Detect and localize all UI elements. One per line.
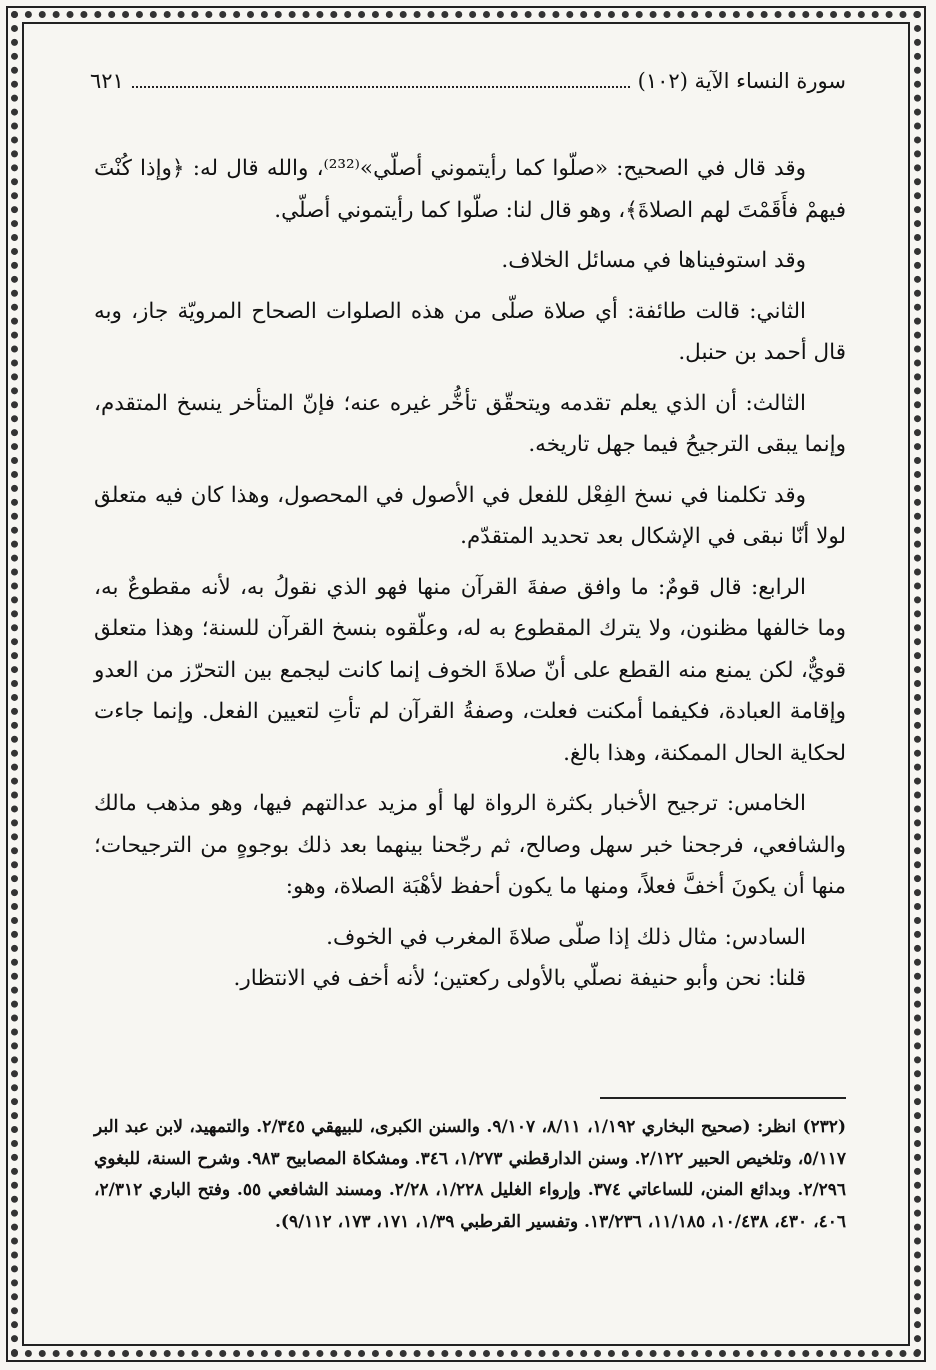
paragraph-third: الثالث: أن الذي يعلم تقدمه ويتحقّق تأخُّر غيره عنه؛ فإنّ المتأخر ينسخ المتقدم، وإنما يبقى الترجيحُ فيما جهل تاريخه. [94, 390, 846, 457]
main-text [94, 148, 846, 1000]
footnote: (٢٣٢) انظر: (صحيح البخاري ١/١٩٢، ٨/١١، ٩/١٠٧. والسنن الكبرى، للبيهقي ٢/٣٤٥. والتمهيد، لابن عبد البر ٥/١١٧، وتلخيص الحبير ٢/١٢٢. وسنن الدارقطني ١/٢٧٣، ٣٤٦. ومشكاة المصابيح ٩٨٣. وشرح السنة، للبغوي ٢/٢٩٦. وبدائع المنن، للساعاتي ٣٧٤. وإرواء الغليل ١/٢٢٨، ٢/٢٨. ومسند الشافعي ٥٥. وفتح الباري ٢/٣١٢، ٤٠٦، ٤٣٠، ١٠/٤٣٨، ١١/١٨٥، ١٣/٢٣٦. وتفسير القرطبي ١/٣٩، ١٧١، ١٧٣، ٩/١١٢). [94, 1117, 847, 1232]
running-header [90, 66, 846, 96]
paragraph-fourth: الرابع: قال قومٌ: ما وافق صفةَ القرآن منها فهو الذي نقولُ به، لأنه مقطوعٌ به، وما خالفها مظنون، ولا يترك المقطوع به له، وعلّقوه بنسخ القرآن للسنة؛ وهذا متعلق قويٌّ، لكن يمنع منه القطع على أنّ صلاةَ الخوف إنما كانت ليجمع بين التحرّز من العدو وإقامة العبادة، فكيفما أمكنت فعلت، وصفةُ القرآن لم تأتِ لتعيين الفعل. وإنما جاءت لحكاية الحال الممكنة، وهذا بالغ. [94, 574, 846, 766]
header-dot-leader [132, 86, 630, 88]
header-title: سورة النساء الآية (١٠٢) [637, 69, 846, 93]
footnote-separator [600, 1097, 846, 1099]
paragraph-second: الثاني: قالت طائفة: أي صلاة صلّى من هذه الصلوات الصحاح المرويّة جاز، وبه قال أحمد بن حنبل. [94, 298, 846, 365]
paragraph-qulna: قلنا: نحن وأبو حنيفة نصلّي بالأولى ركعتين؛ لأنه أخف في الانتظار. [233, 966, 806, 991]
page-number: ٦٢١ [90, 69, 124, 93]
paragraph-fifth: الخامس: ترجيح الأخبار بكثرة الرواة لها أو مزيد عدالتهم فيها، وهو مذهب مالك والشافعي، فرجحنا خبر سهل وصالح، ثم رجّحنا بينهما بعد ذلك بوجوهٍ من الترجيحات؛ منها أن يكونَ أخفَّ فعلاً، ومنها ما يكون أحفظ لأهْبَة الصلاة، وهو: [94, 791, 846, 899]
paragraph-naskh: وقد تكلمنا في نسخ الفِعْل للفعل في الأصول في المحصول، وهذا كان فيه متعلق لولا أنّا نبقى في الإشكال بعد تحديد المتقدّم. [94, 482, 846, 549]
paragraph-khilaf: وقد استوفيناها في مسائل الخلاف. [501, 248, 806, 273]
paragraph-sixth: السادس: مثال ذلك إذا صلّى صلاةَ المغرب في الخوف. [326, 924, 806, 950]
paragraph-hadith-quote: وقد قال في الصحيح: «صلّوا كما رأيتموني أصلّي»⁽²³²⁾، والله قال له: ﴿وإذا كُنْتَ فيهمْ فأَقَمْتَ لهم الصلاةَ﴾، وهو قال لنا: صلّوا كما رأيتموني أصلّي. [94, 156, 846, 223]
